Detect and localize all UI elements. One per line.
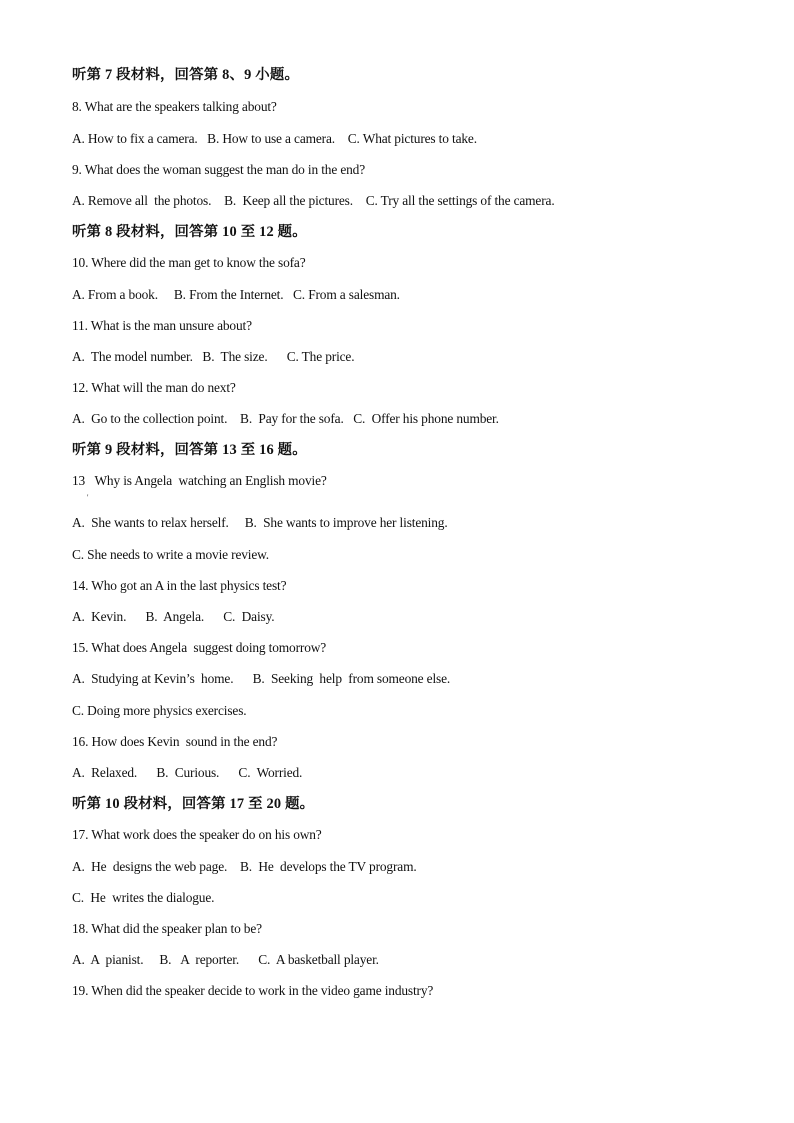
question-18: 18. What did the speaker plan to be? (72, 921, 262, 936)
options-15-c: C. Doing more physics exercises. (72, 703, 247, 718)
options-15-ab: A. Studying at Kevin’s home. B. Seeking help from someone else. (72, 671, 451, 686)
question-8: 8. What are the speakers talking about? (72, 99, 277, 114)
section-heading-7: 听第 7 段材料，回答第 8、9 小题。 (72, 67, 300, 83)
question-17: 17. What work does the speaker do on his own? (72, 827, 322, 842)
options-18: A. A pianist. B. A reporter. C. A basketball player. (72, 952, 379, 967)
question-15: 15. What does Angela suggest doing tomorrow? (72, 640, 327, 655)
options-12: A. Go to the collection point. B. Pay for the sofa. C. Offer his phone number. (72, 411, 499, 426)
options-13-c: C. She needs to write a movie review. (72, 547, 269, 562)
options-17-c: C. He writes the dialogue. (72, 890, 215, 905)
question-16: 16. How does Kevin sound in the end? (72, 734, 278, 749)
question-11: 11. What is the man unsure about? (72, 318, 252, 333)
options-16: A. Relaxed. B. Curious. C. Worried. (72, 765, 303, 780)
section-heading-9: 听第 9 段材料，回答第 13 至 16 题。 (72, 442, 307, 458)
question-13: 13 Why is Angela watching an English movie? (72, 473, 327, 488)
options-14: A. Kevin. B. Angela. C. Daisy. (72, 609, 275, 624)
question-10: 10. Where did the man get to know the sofa? (72, 255, 306, 270)
question-12: 12. What will the man do next? (72, 380, 236, 395)
question-14: 14. Who got an A in the last physics test? (72, 578, 287, 593)
question-9: 9. What does the woman suggest the man do in the end? (72, 162, 366, 177)
section-heading-8: 听第 8 段材料，回答第 10 至 12 题。 (72, 224, 307, 240)
options-8: A. How to fix a camera. B. How to use a camera. C. What pictures to take. (72, 131, 477, 146)
options-13-ab: A. She wants to relax herself. B. She wants to improve her listening. (72, 515, 448, 530)
options-11: A. The model number. B. The size. C. The price. (72, 349, 355, 364)
section-heading-10: 听第 10 段材料，回答第 17 至 20 题。 (72, 796, 315, 812)
question-19: 19. When did the speaker decide to work in the video game industry? (72, 983, 434, 998)
options-9: A. Remove all the photos. B. Keep all the pictures. C. Try all the settings of the camera. (72, 193, 555, 208)
stray-mark: ' (87, 493, 89, 502)
options-17-ab: A. He designs the web page. B. He develops the TV program. (72, 859, 417, 874)
options-10: A. From a book. B. From the Internet. C. From a salesman. (72, 287, 400, 302)
